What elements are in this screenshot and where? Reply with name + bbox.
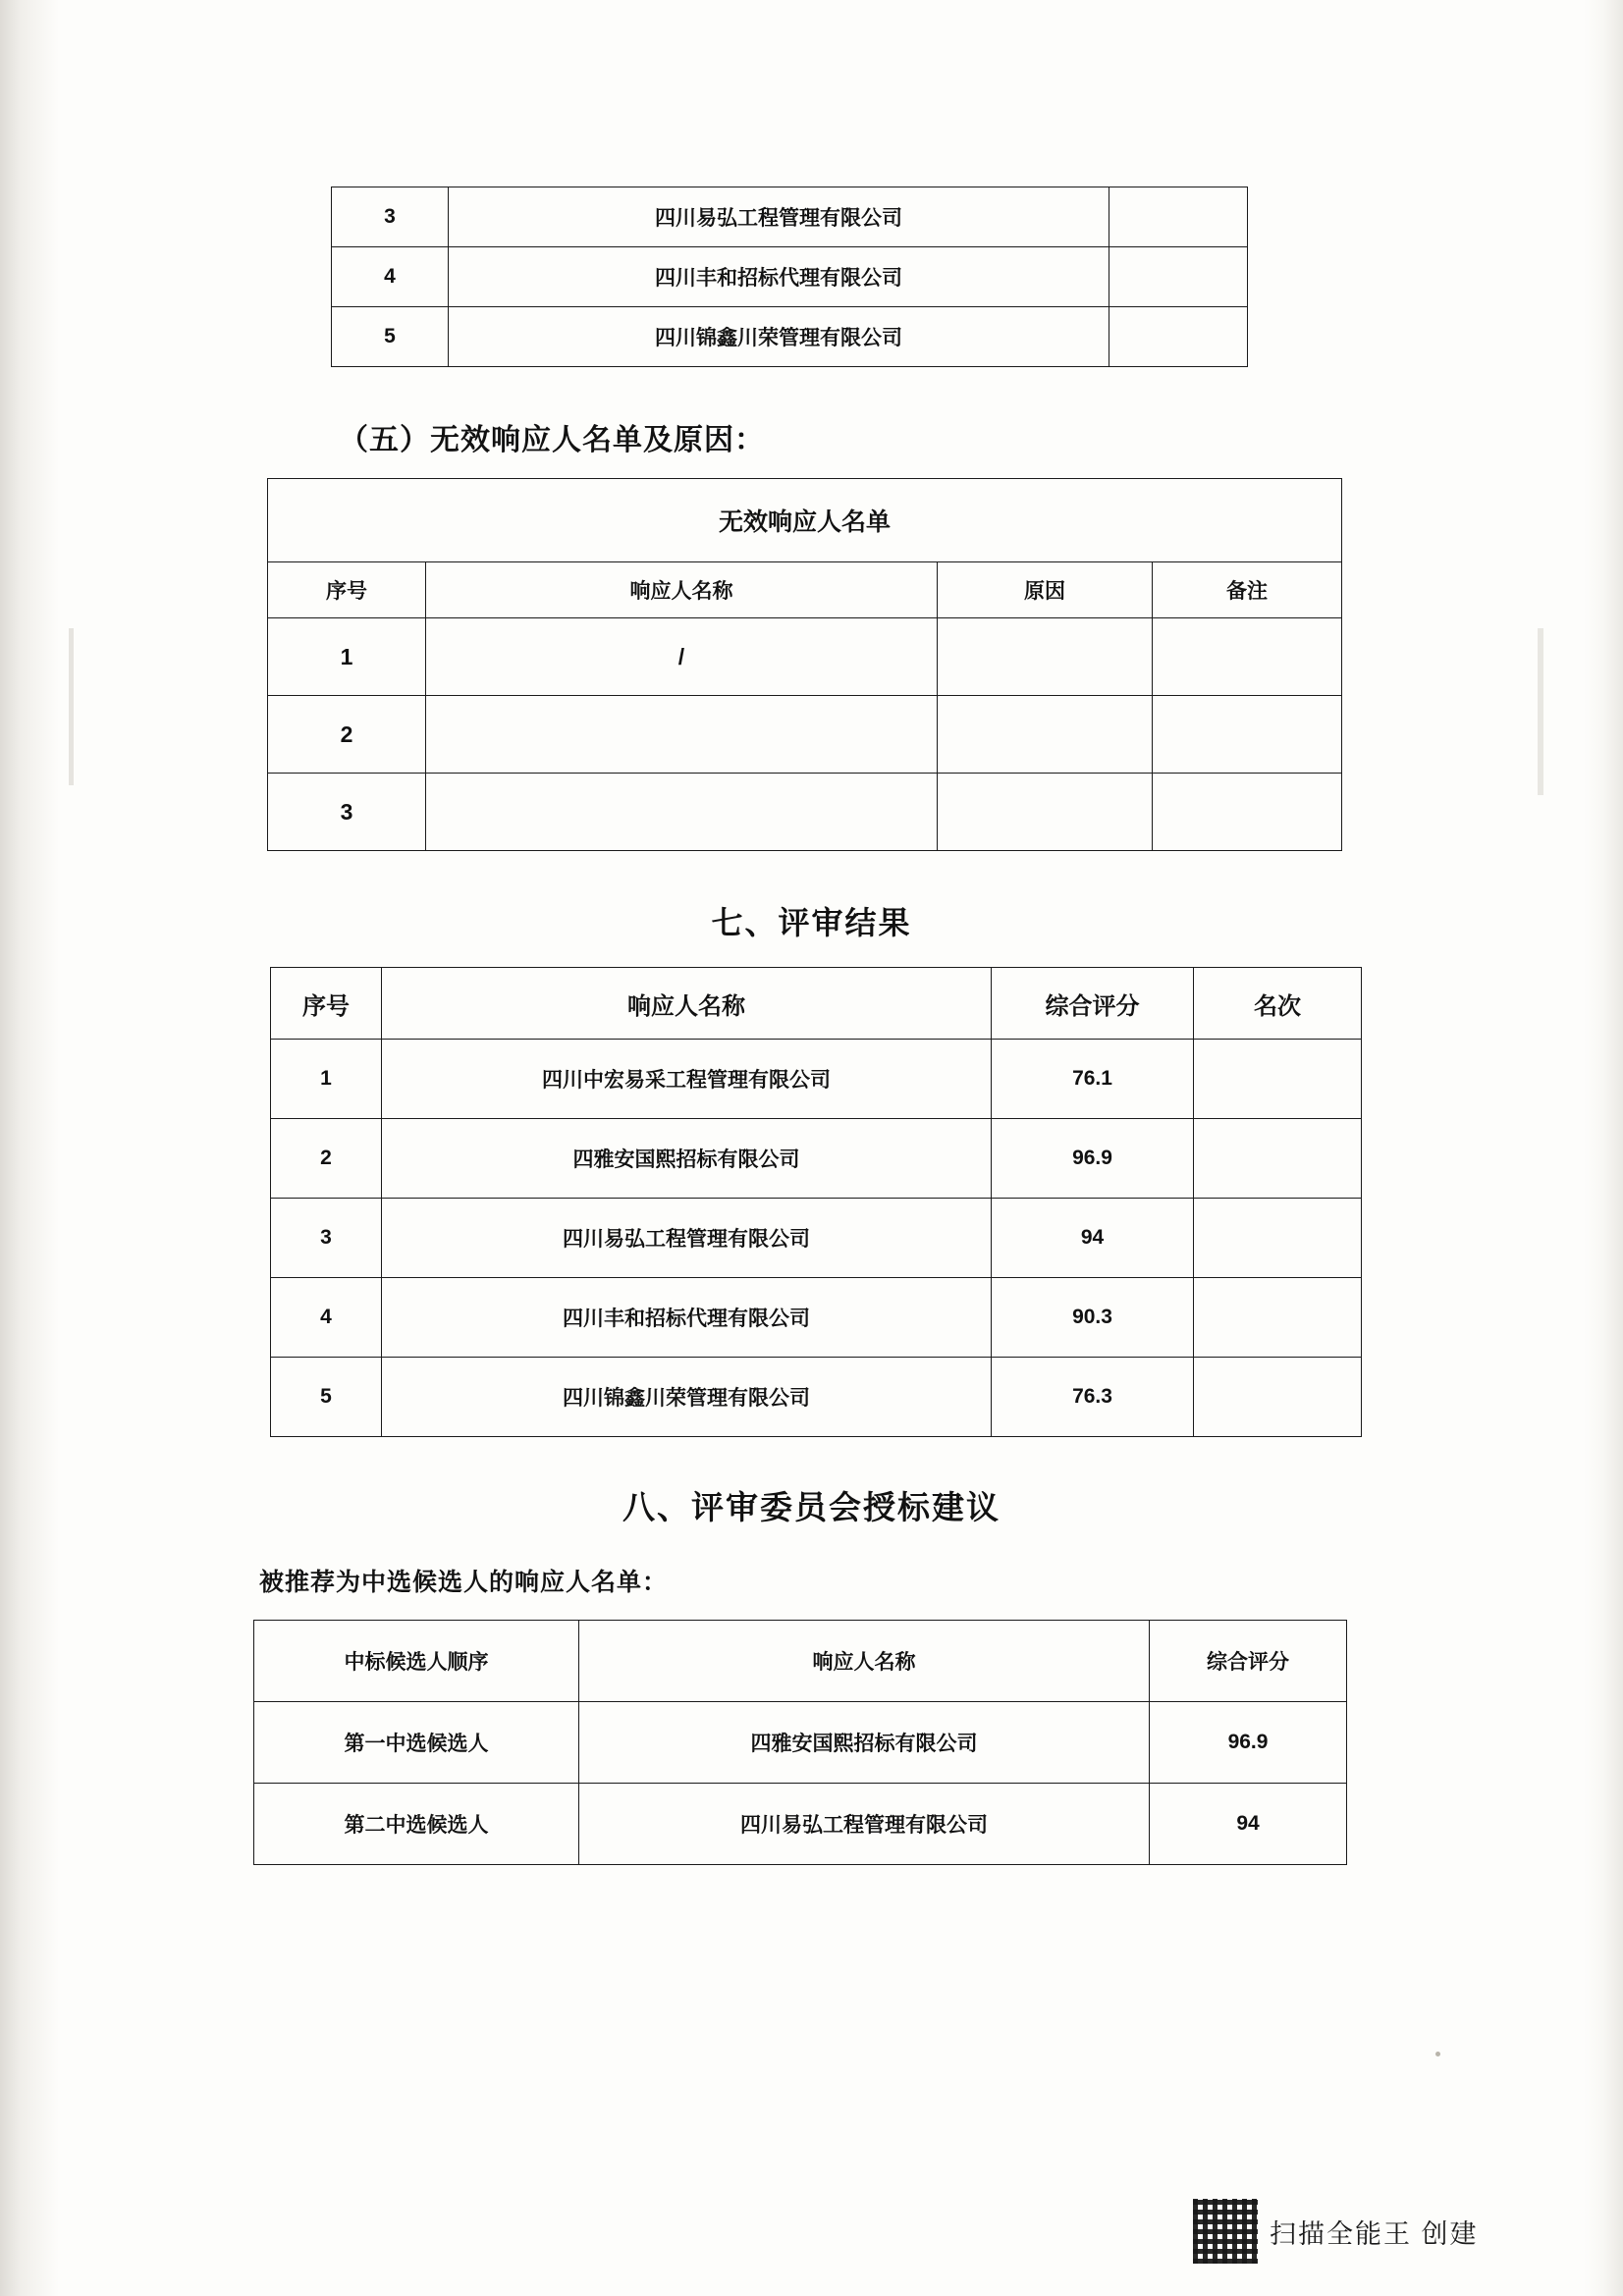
table-recommended-candidates	[253, 1620, 1347, 1865]
cell-no: 1	[268, 618, 426, 696]
cell-no: 3	[332, 187, 449, 247]
cell-name: 四川中宏易采工程管理有限公司	[382, 1040, 992, 1119]
header-name: 响应人名称	[382, 968, 992, 1040]
cell-no: 3	[271, 1199, 382, 1278]
cell-score: 76.3	[992, 1358, 1194, 1437]
table-row	[268, 774, 1342, 851]
table-row	[268, 618, 1342, 696]
qr-code-icon	[1193, 2199, 1258, 2264]
cell-name: 四川丰和招标代理有限公司	[449, 247, 1109, 307]
table-row	[332, 247, 1248, 307]
cell-table-title: 无效响应人名单	[268, 479, 1342, 562]
cell-rank	[1194, 1119, 1362, 1199]
cell-name: 四川易弘工程管理有限公司	[382, 1199, 992, 1278]
cell-name	[426, 696, 938, 774]
cell-name: 四川易弘工程管理有限公司	[579, 1784, 1150, 1865]
cell-name: 四川锦鑫川荣管理有限公司	[449, 307, 1109, 367]
header-score: 综合评分	[1150, 1621, 1347, 1702]
cell-score: 96.9	[1150, 1702, 1347, 1784]
table-row	[254, 1702, 1347, 1784]
header-rank: 名次	[1194, 968, 1362, 1040]
cell-remark	[1109, 247, 1248, 307]
table-header-row	[268, 562, 1342, 618]
table-row	[332, 307, 1248, 367]
cell-rank	[1194, 1358, 1362, 1437]
cell-score: 94	[1150, 1784, 1347, 1865]
cell-order: 第一中选候选人	[254, 1702, 579, 1784]
table-row	[268, 696, 1342, 774]
table-row	[271, 1278, 1362, 1358]
table-header-row	[254, 1621, 1347, 1702]
cell-no: 4	[332, 247, 449, 307]
cell-name: /	[426, 618, 938, 696]
cell-rank	[1194, 1278, 1362, 1358]
cell-no: 2	[271, 1119, 382, 1199]
header-order: 中标候选人顺序	[254, 1621, 579, 1702]
cell-score: 90.3	[992, 1278, 1194, 1358]
section-seven-heading: 七、评审结果	[711, 905, 912, 940]
header-score: 综合评分	[992, 968, 1194, 1040]
header-no: 序号	[271, 968, 382, 1040]
table-supplier-list-continued	[331, 187, 1248, 367]
cell-no: 5	[271, 1358, 382, 1437]
cell-score: 96.9	[992, 1119, 1194, 1199]
cell-remark	[1109, 187, 1248, 247]
scanner-watermark	[1193, 2199, 1479, 2264]
cell-remark	[1153, 618, 1342, 696]
cell-no: 1	[271, 1040, 382, 1119]
cell-no: 2	[268, 696, 426, 774]
cell-reason	[938, 618, 1153, 696]
header-name: 响应人名称	[579, 1621, 1150, 1702]
table-invalid-responders	[267, 478, 1342, 851]
table-row	[271, 1040, 1362, 1119]
cell-no: 3	[268, 774, 426, 851]
cell-name	[426, 774, 938, 851]
section-five-heading: （五）无效响应人名单及原因：	[339, 424, 765, 456]
table-row	[271, 1358, 1362, 1437]
table-title-row	[268, 479, 1342, 562]
section-eight-heading: 八、评审委员会授标建议	[622, 1489, 1001, 1525]
cell-name: 四雅安国熙招标有限公司	[579, 1702, 1150, 1784]
cell-order: 第二中选候选人	[254, 1784, 579, 1865]
table-row	[254, 1784, 1347, 1865]
cell-reason	[938, 774, 1153, 851]
cell-reason	[938, 696, 1153, 774]
header-remark: 备注	[1153, 562, 1342, 618]
cell-no: 5	[332, 307, 449, 367]
cell-no: 4	[271, 1278, 382, 1358]
cell-rank	[1194, 1040, 1362, 1119]
cell-name: 四雅安国熙招标有限公司	[382, 1119, 992, 1199]
cell-name: 四川丰和招标代理有限公司	[382, 1278, 992, 1358]
header-no: 序号	[268, 562, 426, 618]
table-row	[332, 187, 1248, 247]
cell-name: 四川易弘工程管理有限公司	[449, 187, 1109, 247]
cell-remark	[1153, 774, 1342, 851]
cell-score: 94	[992, 1199, 1194, 1278]
table-row	[271, 1199, 1362, 1278]
cell-remark	[1109, 307, 1248, 367]
cell-remark	[1153, 696, 1342, 774]
header-name: 响应人名称	[426, 562, 938, 618]
table-header-row	[271, 968, 1362, 1040]
table-row	[271, 1119, 1362, 1199]
cell-rank	[1194, 1199, 1362, 1278]
cell-score: 76.1	[992, 1040, 1194, 1119]
table-evaluation-results	[270, 967, 1362, 1437]
header-reason: 原因	[938, 562, 1153, 618]
section-eight-subheading: 被推荐为中选候选人的响应人名单：	[259, 1569, 669, 1596]
watermark-text: 扫描全能王 创建	[1270, 2218, 1479, 2249]
cell-name: 四川锦鑫川荣管理有限公司	[382, 1358, 992, 1437]
